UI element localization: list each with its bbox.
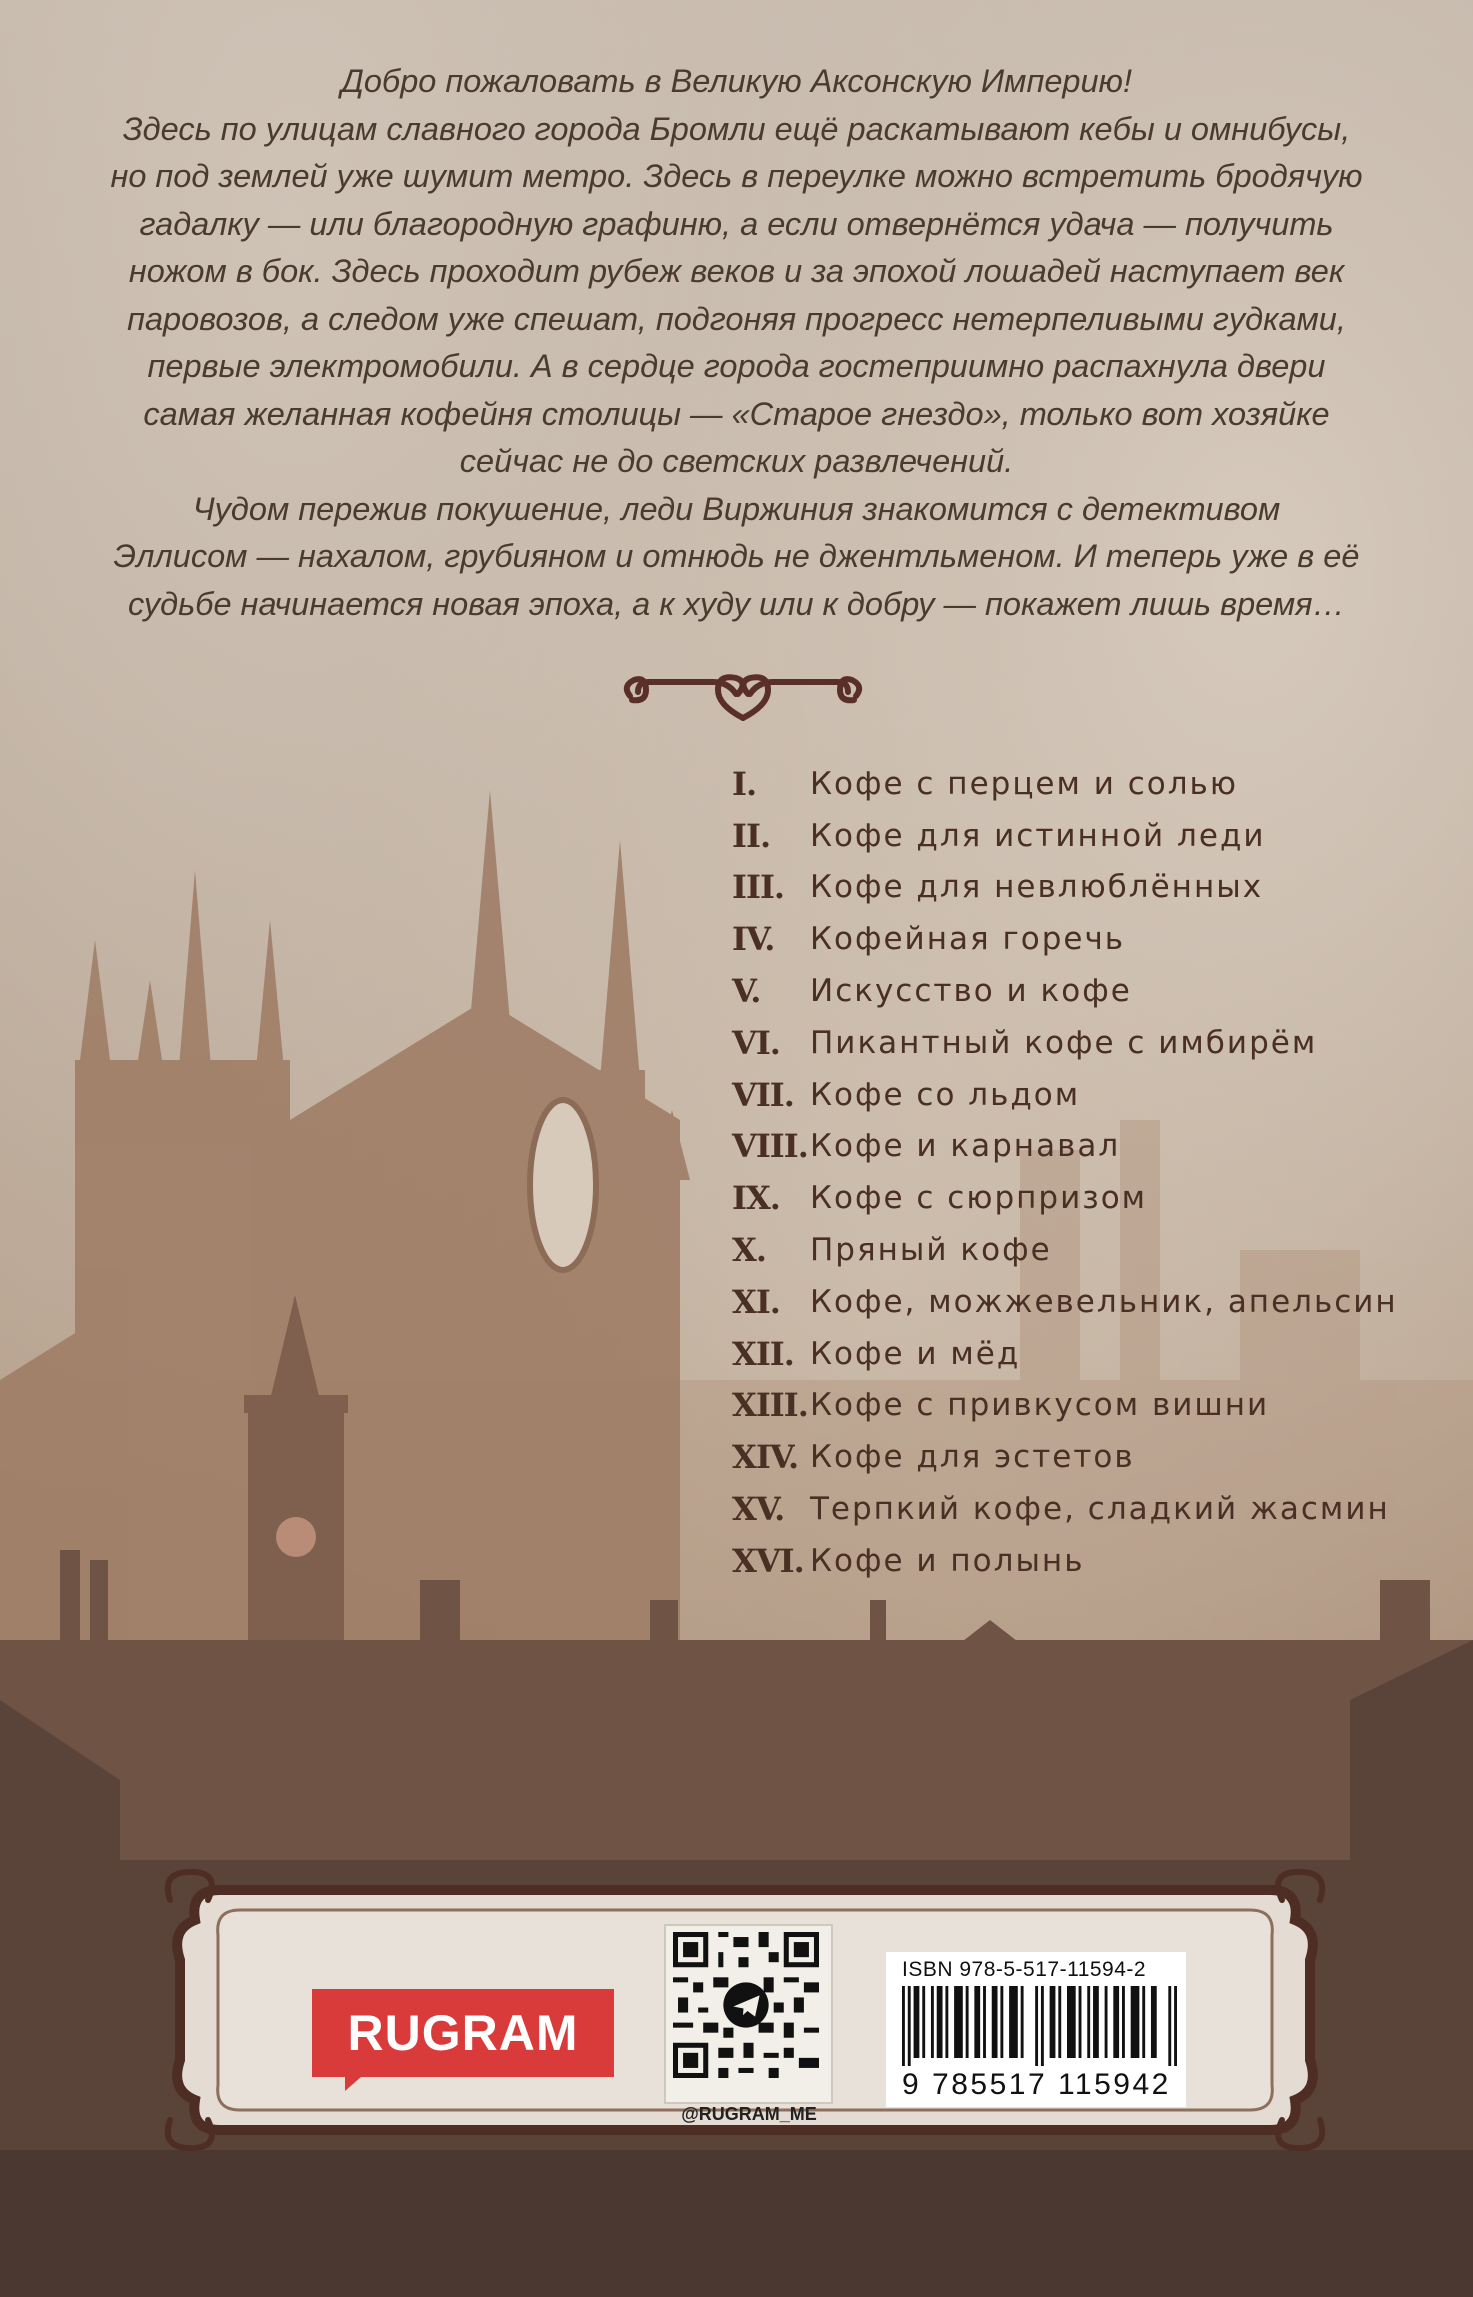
chapter-number: XV.	[732, 1490, 785, 1529]
toc-item	[732, 1121, 1432, 1173]
rose-window	[530, 1100, 596, 1270]
toc-item	[732, 758, 1432, 810]
chapter-number: XIII.	[732, 1386, 808, 1425]
chapter-number: I.	[732, 764, 757, 803]
toc-item	[732, 1328, 1432, 1380]
chapter-title: Кофе и полынь	[810, 1542, 1085, 1579]
chapter-title: Кофе и мёд	[810, 1335, 1021, 1372]
qr-caption: @RUGRAM_ME	[681, 2104, 817, 2124]
flourish-ornament-icon	[618, 660, 868, 730]
barcode-icon	[902, 1986, 1177, 2066]
toc-item	[732, 913, 1432, 965]
chapter-title: Кофе, можжевельник, апельсин	[810, 1283, 1398, 1320]
blurb-line: Чудом пережив покушение, леди Виржиния знакомится с детективом	[192, 490, 1281, 527]
chapter-number: V.	[732, 972, 761, 1011]
toc-item	[732, 1172, 1432, 1224]
chapter-number: XVI.	[732, 1541, 804, 1580]
blurb-line: ножом в бок. Здесь проходит рубеж веков и за эпохой лошадей наступает век	[128, 253, 1345, 289]
blurb-line: но под землей уже шумит метро. Здесь в переулке можно встретить бродячую	[110, 158, 1363, 194]
chapter-title: Кофе для эстетов	[810, 1439, 1135, 1476]
chapter-number: VII.	[732, 1075, 794, 1114]
blurb-line: Здесь по улицам славного города Бромли ещё раскатывают кебы и омнибусы,	[122, 110, 1351, 147]
chapter-title: Кофе с перцем и солью	[810, 765, 1238, 802]
chapter-number: XII.	[732, 1334, 794, 1373]
blurb-line: судьбе начинается новая эпоха, а к худу или к добру — покажет лишь время…	[127, 585, 1345, 622]
blurb-text	[70, 58, 1403, 628]
chapter-number: XIV.	[732, 1438, 799, 1477]
chapter-number: XI.	[732, 1282, 780, 1321]
toc-item	[732, 1224, 1432, 1276]
isbn-label: ISBN 978-5-517-11594-2	[902, 1958, 1147, 1981]
blurb-line: Эллисом — нахалом, грубияном и отнюдь не джентльменом. И теперь уже в её	[113, 538, 1360, 574]
blurb-line: сейчас не до светских развлечений.	[459, 443, 1014, 479]
chapter-number: II.	[732, 816, 771, 855]
chapter-title: Кофе с привкусом вишни	[810, 1387, 1270, 1424]
toc-item	[732, 1380, 1432, 1432]
blurb-line: гадалку — или благородную графиню, а если отвернётся удача — получить	[139, 205, 1334, 242]
blurb-line: первые электромобили. А в сердце города гостеприимно распахнула двери	[147, 348, 1326, 384]
toc-item	[732, 1276, 1432, 1328]
chapter-title: Кофе для невлюблённых	[810, 869, 1264, 906]
toc-item	[732, 1069, 1432, 1121]
toc-item	[732, 1535, 1432, 1587]
chapter-title: Кофе со льдом	[810, 1076, 1081, 1113]
qr-code-icon	[673, 1932, 819, 2078]
logo-tab-shape	[345, 2077, 361, 2091]
blurb-line: паровозов, а следом уже спешат, подгоняя прогресс нетерпеливыми гудками,	[127, 300, 1346, 337]
chapter-number: III.	[732, 868, 785, 907]
rugram-logo: RUGRAM	[312, 1989, 614, 2077]
chapter-title: Кофейная горечь	[810, 921, 1126, 958]
blurb-line: самая желанная кофейня столицы — «Старое гнездо», только вот хозяйке	[143, 395, 1330, 432]
barcode-digits: 9 785517 115942	[902, 2068, 1171, 2101]
toc-item	[732, 1483, 1432, 1535]
chapter-number: IV.	[732, 920, 775, 959]
clock-face	[276, 1517, 316, 1557]
toc-item	[732, 862, 1432, 914]
chapter-number: IX.	[732, 1179, 780, 1218]
chapter-number: VI.	[732, 1023, 780, 1062]
chapter-number: VIII.	[732, 1127, 808, 1166]
chapter-number: X.	[732, 1231, 766, 1270]
blurb-line: Добро пожаловать в Великую Аксонскую Империю!	[340, 63, 1133, 99]
toc-item	[732, 1431, 1432, 1483]
chapter-title: Кофе и карнавал	[810, 1128, 1121, 1165]
chapter-title: Пряный кофе	[810, 1232, 1052, 1269]
chapter-title: Кофе для истинной леди	[810, 817, 1266, 854]
toc-item	[732, 1017, 1432, 1069]
chapter-title: Пикантный кофе с имбирём	[810, 1024, 1318, 1061]
toc-item	[732, 965, 1432, 1017]
chapter-title: Терпкий кофе, сладкий жасмин	[810, 1491, 1390, 1528]
chapter-title: Искусство и кофе	[810, 973, 1132, 1010]
table-of-contents	[732, 758, 1432, 1587]
toc-item	[732, 810, 1432, 862]
chapter-title: Кофе с сюрпризом	[810, 1180, 1148, 1217]
